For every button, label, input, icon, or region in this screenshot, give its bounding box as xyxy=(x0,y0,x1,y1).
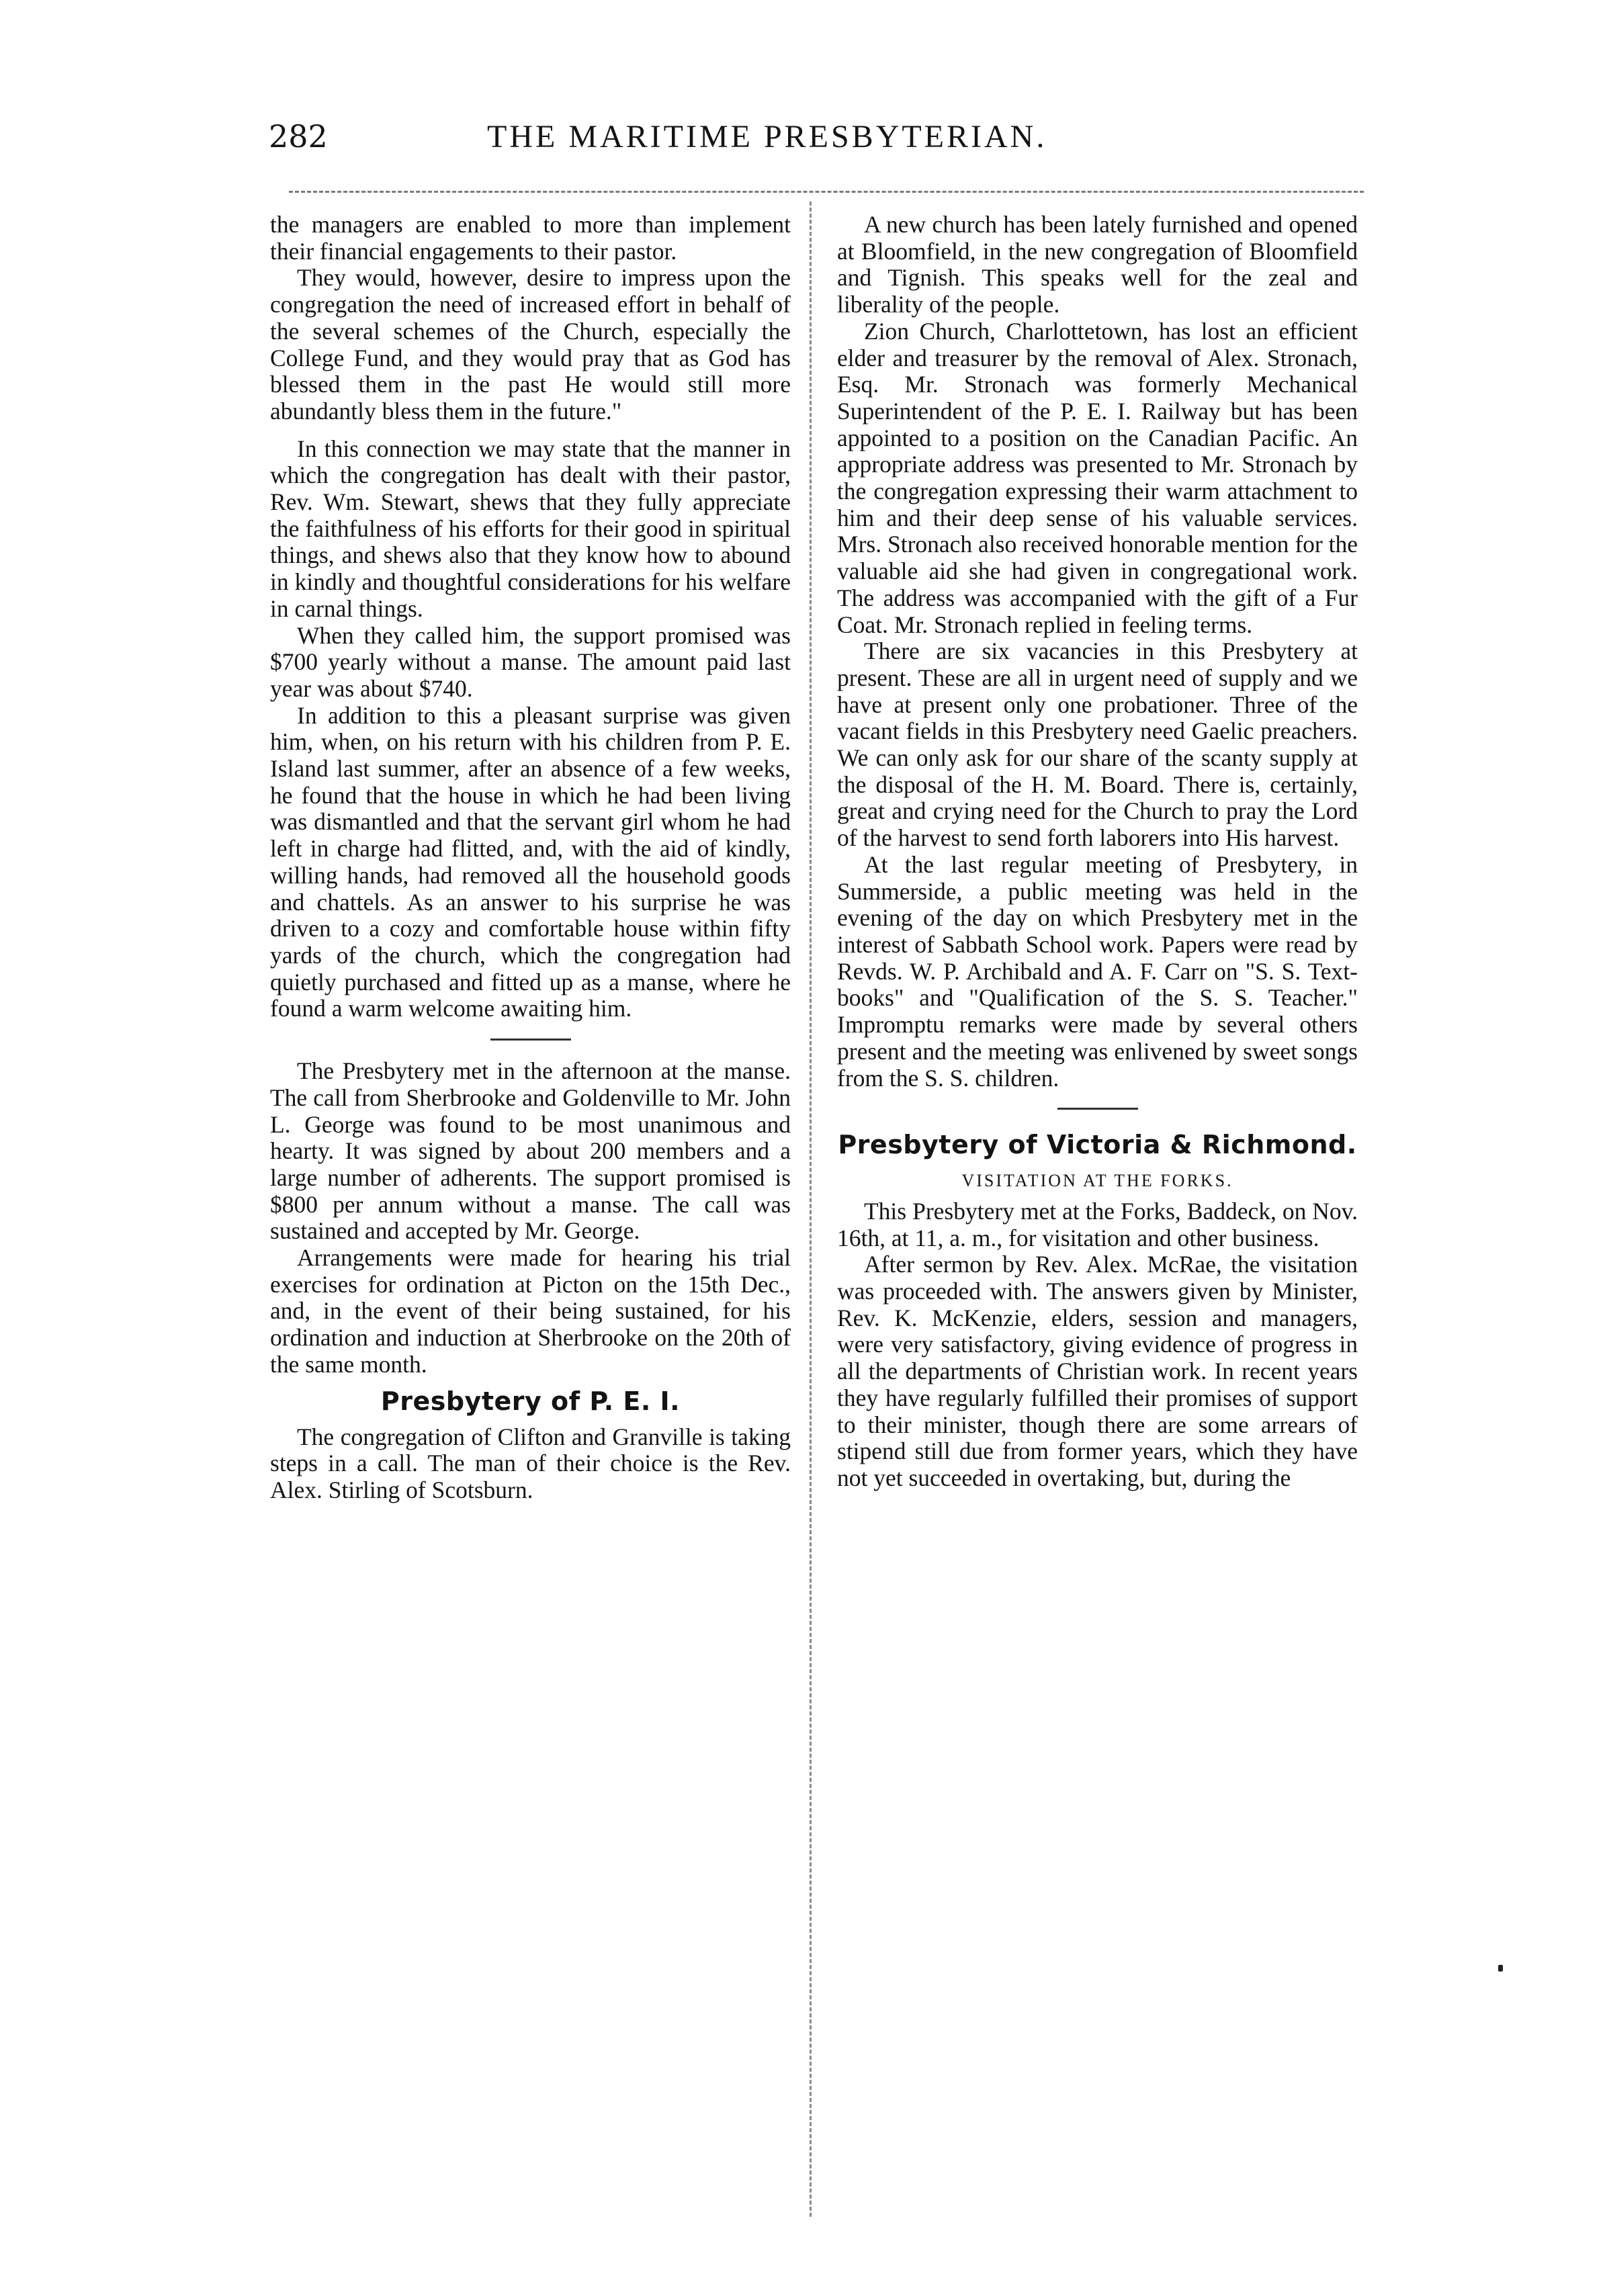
paragraph: There are six vacancies in this Presbytery at present. These are all in urgent need of supply and we have at present only one probationer. Three of the vacant fields in this Presbytery need Gaelic preachers. We can only ask for our share of the scanty supply at the disposal of the H. M. Board. There is, certainly, great and crying need for the Church to pray the Lord of the harvest to send forth laborers into His harvest. xyxy=(837,637,1358,852)
section-separator xyxy=(1057,1108,1138,1110)
left-column xyxy=(270,212,791,1504)
page-number: 282 xyxy=(269,118,328,154)
running-title: THE MARITIME PRESBYTERIAN. xyxy=(487,119,1047,154)
page-header xyxy=(269,118,1350,179)
paragraph: They would, however, desire to impress upon the congregation the need of increased effort in behalf of the several schemes of the Church, especially the College Fund, and they would pray that as God has blessed them in the past He would still more abundantly bless them in the future." xyxy=(270,264,791,425)
column-divider xyxy=(810,202,812,2217)
sub-heading: VISITATION AT THE FORKS. xyxy=(961,1171,1233,1191)
paragraph: At the last regular meeting of Presbytery, in Summerside, a public meeting was held in the evening of the day on which Presbytery met in the interest of Sabbath School work. Papers were read by Revds. W. P. Archibald and A. F. Carr on "S. S. Text-books" and "Qualification of the S. S. Teacher." Impromptu remarks were made by several others present and the meeting was enlivened by sweet songs from the S. S. children. xyxy=(837,850,1358,1092)
paragraph: In addition to this a pleasant surprise was given him, when, on his return with his children from P. E. Island last summer, after an absence of a few weeks, he found that the house in which he had been living was dismantled and that the servant girl whom he had left in charge had flitted, and, with the aid of kindly, willing hands, had removed all the household goods and chattels. As an answer to his surprise he was driven to a cozy and comfortable house within fifty yards of the church, which the congregation had quietly purchased and fitted up as a manse, where he found a warm welcome awaiting him. xyxy=(270,701,791,1022)
paragraph: This Presbytery met at the Forks, Baddeck, on Nov. 16th, at 11, a. m., for visitation and other business. xyxy=(837,1197,1358,1251)
right-column xyxy=(837,212,1358,1492)
paragraph: A new church has been lately furnished and opened at Bloomfield, in the new congregation of Bloomfield and Tignish. This speaks well for the zeal and liberality of the people. xyxy=(837,211,1358,318)
paragraph: In this connection we may state that the manner in which the congregation has dealt with their pastor, Rev. Wm. Stewart, shews that they fully appreciate the faithfulness of his efforts for their good in spiritual things, and shews also that they know how to abound in kindly and thoughtful considerations for his welfare in carnal things. xyxy=(270,435,791,622)
section-heading: Presbytery of Victoria & Richmond. xyxy=(838,1130,1357,1160)
print-speck xyxy=(1498,1965,1503,1972)
header-rule xyxy=(289,191,1364,193)
section-separator xyxy=(490,1039,571,1041)
paragraph: Zion Church, Charlottetown, has lost an efficient elder and treasurer by the removal of Alex. Stronach, Esq. Mr. Stronach was formerly Mechanical Superintendent of the P. E. I. Railway but has been appointed to a position on the Canadian Pacific. An appropriate address was presented to Mr. Stronach by the congregation expressing their warm attachment to him and their deep sense of his valuable services. Mrs. Stronach also received honorable mention for the valuable aid she had given in congregational work. The address was accompanied with the gift of a Fur Coat. Mr. Stronach replied in feeling terms. xyxy=(837,317,1358,638)
paragraph: The Presbytery met in the afternoon at the manse. The call from Sherbrooke and Goldenville to Mr. John L. George was found to be most unanimous and hearty. It was signed by about 200 members and a large number of adherents. The support promised is $800 per annum without a manse. The call was sustained and accepted by Mr. George. xyxy=(270,1057,791,1245)
section-heading: Presbytery of P. E. I. xyxy=(380,1386,681,1416)
paragraph: After sermon by Rev. Alex. McRae, the visitation was proceeded with. The answers given by Minister, Rev. K. McKenzie, elders, session and managers, were very satisfactory, giving evidence of progress in all the departments of Christian work. In recent years they have regularly fulfilled their promises of support to their minister, though there are some arrears of stipend still due from former years, which they have not yet succeeded in overtaking, but, during the xyxy=(837,1251,1358,1491)
paragraph: The congregation of Clifton and Granville is taking steps in a call. The man of their choice is the Rev. Alex. Stirling of Scotsburn. xyxy=(270,1423,791,1503)
paragraph: When they called him, the support promised was $700 yearly without a manse. The amount paid last year was about $740. xyxy=(270,621,791,702)
paragraph: the managers are enabled to more than implement their financial engagements to their pastor. xyxy=(270,211,791,265)
paragraph: Arrangements were made for hearing his trial exercises for ordination at Picton on the 15th Dec., and, in the event of their being sustained, for his ordination and induction at Sherbrooke on the 20th of the same month. xyxy=(270,1244,791,1378)
